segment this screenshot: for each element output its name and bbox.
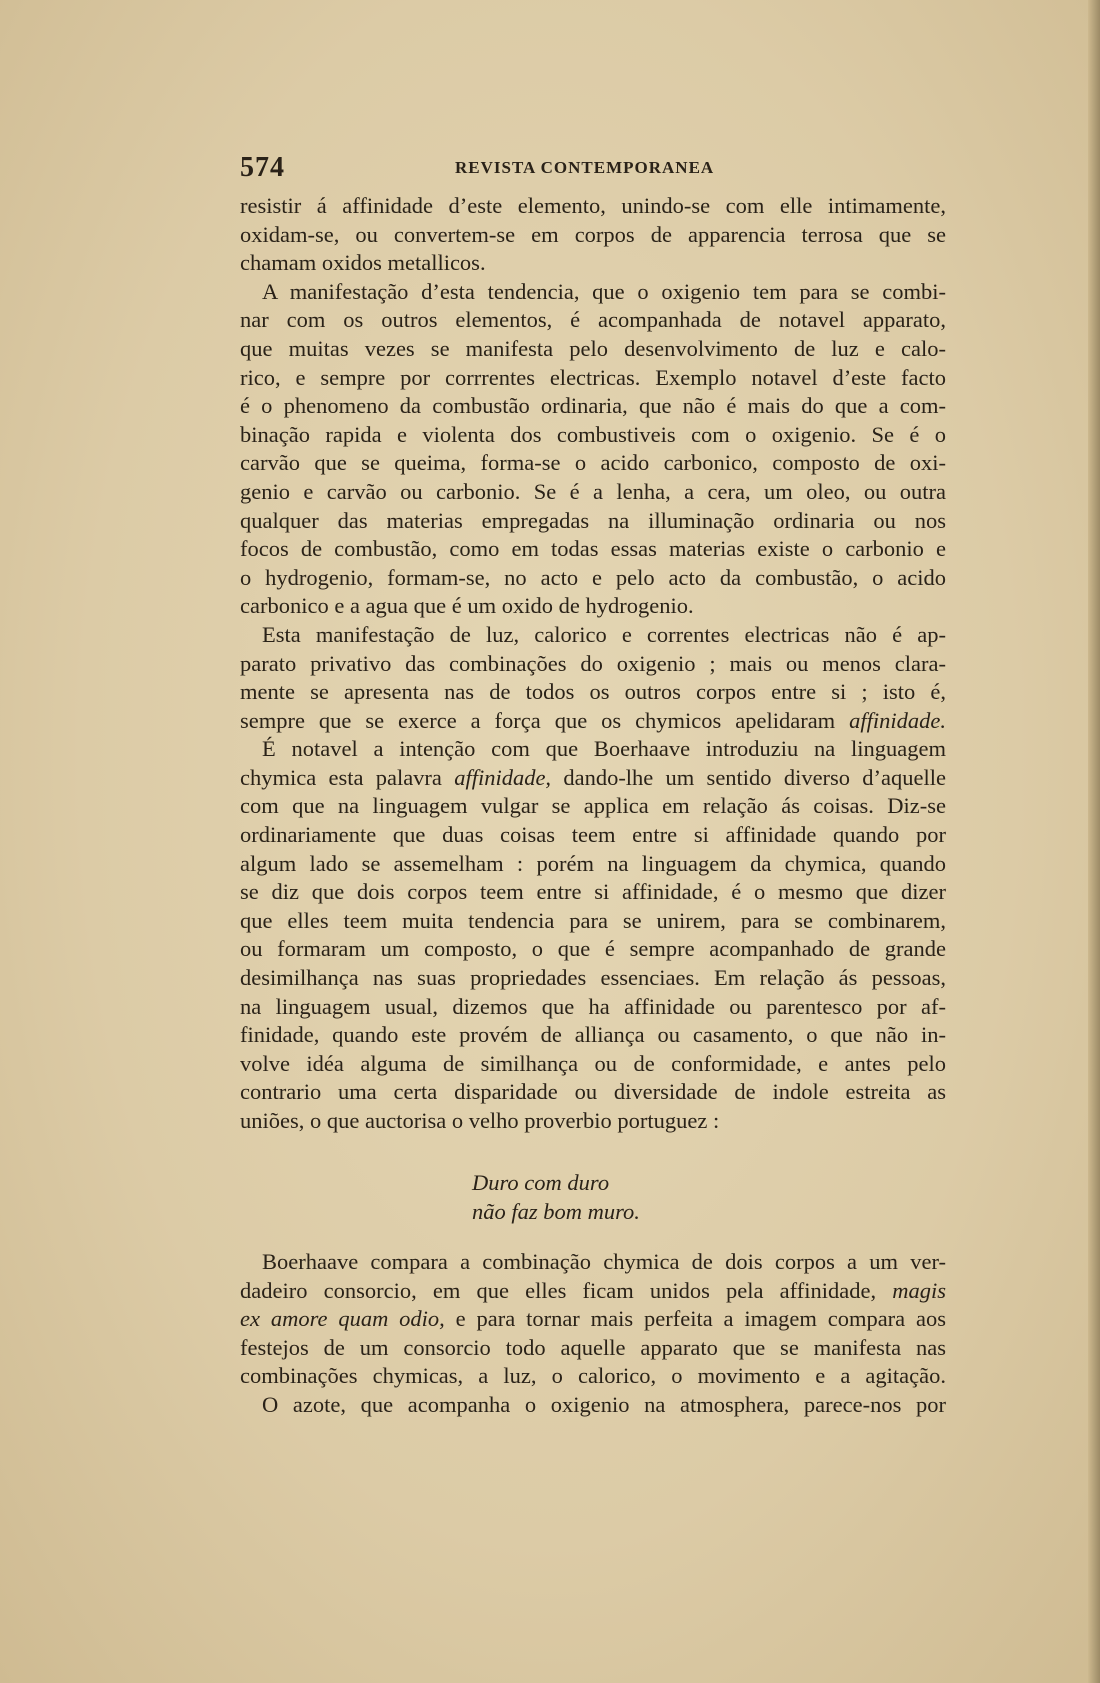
text-line: mente se apresenta nas de todos os outros corpos entre si ; isto é, bbox=[240, 679, 946, 705]
italic-term: affinidade. bbox=[849, 707, 946, 733]
verse-line: Duro com duro bbox=[472, 1170, 610, 1195]
text-line: Boerhaave compara a combinação chymica de dois corpos a um ver- bbox=[262, 1249, 946, 1274]
text-line: combinações chymicas, a luz, o calorico, o movimento e a agitação. bbox=[240, 1363, 946, 1389]
text-line bbox=[240, 707, 946, 736]
text-line: é o phenomeno da combustão ordinaria, que não é mais do que a com- bbox=[240, 393, 946, 419]
text-segment: dando-lhe um sentido diverso d’aquelle bbox=[563, 764, 946, 790]
text-line: com que na linguagem vulgar se applica em relação ás coisas. Diz-se bbox=[240, 793, 946, 819]
page-number: 574 bbox=[240, 152, 285, 183]
text-line: o hydrogenio, formam-se, no acto e pelo acto da combustão, o acido bbox=[240, 564, 946, 590]
text-line: que elles teem muita tendencia para se unirem, para se combinarem, bbox=[240, 907, 946, 933]
text-segment: sempre que se exerce a força que os chymicos apelidaram bbox=[240, 707, 836, 733]
text-segment: e para tornar mais perfeita a imagem compara aos bbox=[455, 1306, 946, 1332]
text-line: rico, e sempre por corrrentes electricas. Exemplo notavel d’este facto bbox=[240, 364, 946, 390]
text-line: genio e carvão ou carbonio. Se é a lenha, a cera, um oleo, ou outra bbox=[240, 478, 946, 504]
text-line: carbonico e a agua que é um oxido de hydrogenio. bbox=[240, 593, 694, 619]
page-edge bbox=[1088, 0, 1100, 1683]
text-line: ordinariamente que duas coisas teem entre si affinidade quando por bbox=[240, 822, 946, 848]
italic-term: magis bbox=[892, 1277, 946, 1303]
text-line: se diz que dois corpos teem entre si affinidade, é o mesmo que dizer bbox=[240, 879, 946, 905]
text-line: oxidam-se, ou convertem-se em corpos de apparencia terrosa que se bbox=[240, 221, 946, 247]
text-line: que muitas vezes se manifesta pelo desenvolvimento de luz e calo- bbox=[240, 335, 946, 361]
text-line: contrario uma certa disparidade ou diversidade de indole estreita as bbox=[240, 1079, 946, 1105]
text-line bbox=[240, 1277, 946, 1306]
text-line bbox=[240, 1305, 946, 1334]
page-header bbox=[240, 152, 940, 182]
text-line: O azote, que acompanha o oxigenio na atmosphera, parece-nos por bbox=[262, 1391, 946, 1417]
text-line: nar com os outros elementos, é acompanhada de notavel apparato, bbox=[240, 307, 946, 333]
verse-line: não faz bom muro. bbox=[472, 1199, 640, 1224]
text-line: festejos de um consorcio todo aquelle apparato que se manifesta nas bbox=[240, 1334, 946, 1360]
text-line: binação rapida e violenta dos combustiveis com o oxigenio. Se é o bbox=[240, 421, 946, 447]
text-line: finidade, quando este provém de alliança ou casamento, o que não in- bbox=[240, 1022, 946, 1048]
text-line: focos de combustão, como em todas essas materias existe o carbonio e bbox=[240, 536, 946, 562]
proverb-verse bbox=[472, 1168, 640, 1226]
text-line: chamam oxidos metallicos. bbox=[240, 250, 486, 276]
text-line: Esta manifestação de luz, calorico e correntes electricas não é ap- bbox=[262, 621, 946, 647]
text-line: volve idéa alguma de similhança ou de conformidade, e antes pelo bbox=[240, 1050, 946, 1076]
text-line: resistir á affinidade d’este elemento, unindo-se com elle intimamente, bbox=[240, 193, 946, 218]
running-title: REVISTA CONTEMPORANEA bbox=[455, 158, 715, 177]
italic-term: ex amore quam odio, bbox=[240, 1306, 445, 1332]
text-segment: dadeiro consorcio, em que elles ficam unidos pela affinidade, bbox=[240, 1277, 877, 1303]
text-line: na linguagem usual, dizemos que ha affinidade ou parentesco por af- bbox=[240, 993, 946, 1019]
text-line: É notavel a intenção com que Boerhaave introduziu na linguagem bbox=[262, 736, 946, 762]
body-text-continued bbox=[240, 1248, 946, 1420]
text-line: qualquer das materias empregadas na illuminação ordinaria ou nos bbox=[240, 507, 946, 533]
text-line: desimilhança nas suas propriedades essenciaes. Em relação ás pessoas, bbox=[240, 965, 946, 991]
text-line bbox=[240, 764, 946, 793]
text-line: ou formaram um composto, o que é sempre acompanhado de grande bbox=[240, 936, 946, 962]
text-line: uniões, o que auctorisa o velho proverbio portuguez : bbox=[240, 1108, 720, 1133]
text-line: carvão que se queima, forma-se o acido carbonico, composto de oxi- bbox=[240, 450, 946, 476]
italic-term: affinidade, bbox=[454, 764, 552, 790]
text-line: parato privativo das combinações do oxigenio ; mais ou menos clara- bbox=[240, 650, 946, 676]
text-segment: chymica esta palavra bbox=[240, 764, 442, 790]
body-text bbox=[240, 192, 946, 1136]
text-line: A manifestação d’esta tendencia, que o oxigenio tem para se combi- bbox=[262, 278, 946, 304]
text-line: algum lado se assemelham : porém na linguagem da chymica, quando bbox=[240, 850, 946, 876]
